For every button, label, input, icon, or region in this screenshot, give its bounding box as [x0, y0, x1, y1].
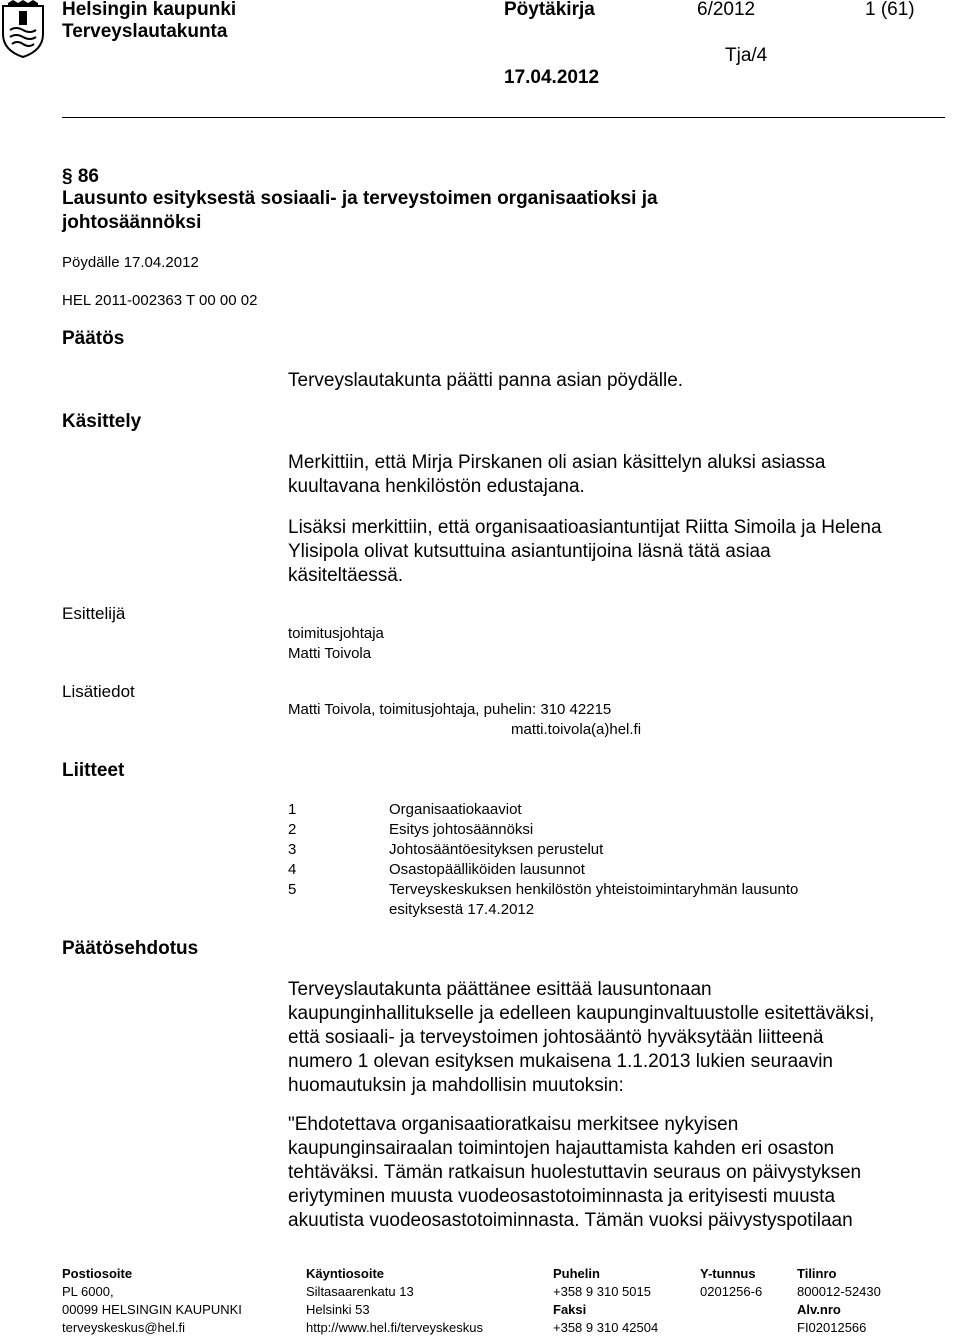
- handling-paragraph-1: Merkittiin, että Mirja Pirskanen oli asian käsittelyn aluksi asiassa kuultavana henkilöstön edustajana.: [288, 452, 826, 497]
- item-number: § 86: [62, 166, 99, 187]
- footer-visiting-address: Käyntiosoite Siltasaarenkatu 13 Helsinki 53 http://www.hel.fi/terveyskeskus: [306, 1266, 484, 1335]
- footer-postal-address: Postiosoite PL 6000, 00099 HELSINGIN KAUPUNKI terveyskeskus@hel.fi: [62, 1266, 242, 1335]
- footer-business-id: Y-tunnus 0201256-6: [700, 1266, 763, 1299]
- label-attachments: Liitteet: [62, 760, 125, 781]
- doc-number: 6/2012: [697, 0, 756, 20]
- attachments-list: 1 Organisaatiokaaviot 2 Esitys johtosäännöksi 3 Johtosääntöesityksen perustelut 4 Osastopäälliköiden lausunnot 5 Terveyskeskuksen henkilöstön yhteistoimintaryhmän lausunto esityksestä 17.4.2012: [288, 801, 799, 918]
- helsinki-crest-icon: [0, 0, 46, 58]
- presenter-title: toimitusjohtaja: [288, 625, 384, 642]
- item-title-line2: johtosäännöksi: [62, 212, 202, 233]
- item-title-line1: Lausunto esityksestä sosiaali- ja terveystoimen organisaatioksi ja: [62, 188, 658, 209]
- proposal-paragraph-1: Terveyslautakunta päättänee esittää lausuntonaan kaupunginhallitukselle ja edelleen kaupunginvaltuustolle esitettäväksi, että sosiaali- ja terveystoimen johtosääntö hyväksytään liitteenä numero 1 olevan esityksen mukaisena 1.1.2013 lukien seuraavin huomautuksin ja mahdollisin muutoksin:: [288, 979, 875, 1096]
- committee-name: Terveyslautakunta: [62, 21, 228, 42]
- label-proposal: Päätösehdotus: [62, 938, 199, 959]
- label-decision: Päätös: [62, 328, 125, 349]
- label-handling: Käsittely: [62, 411, 142, 432]
- meeting-date: 17.04.2012: [504, 67, 600, 88]
- label-more-info: Lisätiedot: [62, 682, 135, 701]
- presenter-name: Matti Toivola: [288, 645, 372, 662]
- org-name: Helsingin kaupunki: [62, 0, 237, 20]
- presenter-block: [288, 624, 384, 664]
- handling-paragraph-2: Lisäksi merkittiin, että organisaatioasiantuntijat Riitta Simoila ja Helena Ylisipola olivat kutsuttuina asiantuntijoina läsnä tätä asiaa käsiteltäessä.: [288, 517, 882, 586]
- contact-email: matti.toivola(a)hel.fi: [511, 721, 642, 738]
- proposal-paragraph-2: "Ehdotettava organisaatioratkaisu merkitsee nykyisen kaupunginsairaalan toimintojen hajauttamista kahden eri osaston tehtäväksi. Tämän ratkaisun huolestuttavin seuraus on päivystyksen eriytyminen muusta vuodeosastotoiminnasta ja erityisesti muusta akuutista vuodeosastotoiminnasta. Tämän vuoksi päivystyspotilaan: [288, 1114, 862, 1231]
- decision-text: Terveyslautakunta päätti panna asian pöydälle.: [288, 370, 684, 391]
- tabled-note: Pöydälle 17.04.2012: [62, 254, 199, 271]
- footer-phone: Puhelin +358 9 310 5015 Faksi +358 9 310 42504: [553, 1266, 659, 1335]
- record-id: HEL 2011-002363 T 00 00 02: [62, 292, 258, 309]
- footer-account: Tilinro 800012-52430 Alv.nro FI02012566: [797, 1266, 881, 1335]
- page-number: 1 (61): [865, 0, 915, 20]
- label-presenter: Esittelijä: [62, 604, 126, 623]
- reference-code: Tja/4: [725, 45, 768, 66]
- header-divider: [62, 117, 945, 118]
- contact-line: Matti Toivola, toimitusjohtaja, puhelin: 310 42215: [288, 701, 612, 718]
- doc-type: Pöytäkirja: [504, 0, 595, 20]
